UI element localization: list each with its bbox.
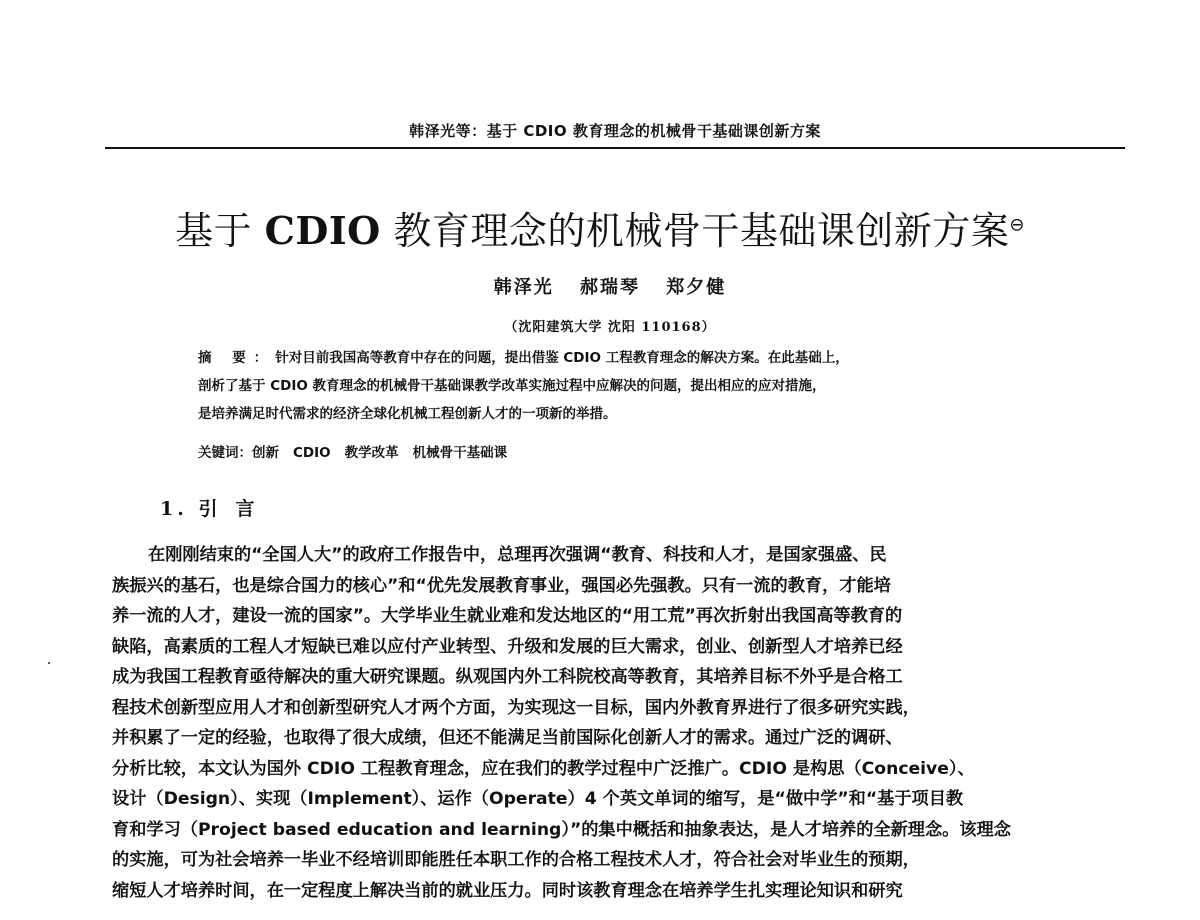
body-line: 成为我国工程教育亟待解决的重大研究课题。纵观国内外工科院校高等教育，其培养目标不外乎是合格工 bbox=[112, 667, 903, 687]
abstract-line-2: 剖析了基于 CDIO 教育理念的机械骨干基础课教学改革实施过程中应解决的问题，提出相应的应对措施， bbox=[198, 378, 826, 394]
paper-title bbox=[0, 200, 1200, 255]
body-line: 程技术创新型应用人才和创新型研究人才两个方面，为实现这一目标，国内外教育界进行了很多研究实践， bbox=[112, 697, 920, 718]
body-line: 育和学习（Project based education and learning）”的集中概括和抽象表达，是人才培养的全新理念。该理念 bbox=[112, 819, 1011, 840]
body-line: 并积累了一定的经验，也取得了很大成绩，但还不能满足当前国际化创新人才的需求。通过广泛的调研、 bbox=[112, 728, 903, 748]
running-head: 韩泽光等：基于 CDIO 教育理念的机械骨干基础课创新方案 bbox=[409, 122, 821, 140]
body-line: 设计（Design）、实现（Implement）、运作（Operate）4 个英文单词的缩写，是“做中学”和“基于项目教 bbox=[112, 789, 964, 809]
keywords-label: 关键词： bbox=[198, 445, 252, 461]
title-cdio: CDIO bbox=[264, 208, 381, 253]
body-line: 的实施，可为社会培养一毕业不经培训即能胜任本职工作的合格工程技术人才，符合社会对毕业生的预期， bbox=[112, 850, 920, 870]
title-suffix: 教育理念的机械骨干基础课创新方案 bbox=[380, 209, 1010, 253]
abstract bbox=[198, 344, 1058, 428]
abstract-label: 摘 要： bbox=[198, 350, 276, 366]
body-line: 缺陷，高素质的工程人才短缺已难以应付产业转型、升级和发展的巨大需求，创业、创新型人才培养已经 bbox=[112, 636, 903, 657]
keyword: CDIO bbox=[293, 445, 331, 461]
abstract-text: 针对目前我国高等教育中存在的问题，提出借鉴 CDIO 工程教育理念的解决方案。在此基础上， bbox=[275, 350, 849, 366]
keyword: 机械骨干基础课 bbox=[412, 445, 508, 461]
header-rule bbox=[105, 147, 1125, 149]
body-line: 分析比较，本文认为国外 CDIO 工程教育理念，应在我们的教学过程中广泛推广。CDIO 是构思（Conceive）、 bbox=[112, 758, 975, 779]
body-text bbox=[112, 540, 1124, 906]
abstract-line-1 bbox=[198, 344, 1058, 372]
title-footnote-mark: ⊖ bbox=[1009, 214, 1025, 236]
margin-mark bbox=[48, 662, 50, 664]
section-number: 1. bbox=[160, 498, 188, 520]
keyword: 创新 bbox=[252, 445, 279, 461]
section-title: 引言 bbox=[198, 498, 273, 520]
affiliation: （沈阳建筑大学 沈阳 110168） bbox=[504, 320, 716, 335]
keywords bbox=[198, 441, 521, 461]
body-line: 在刚刚结束的“全国人大”的政府工作报告中，总理再次强调“教育、科技和人才，是国家强盛、民 bbox=[148, 545, 887, 565]
body-line: 族振兴的基石，也是综合国力的核心”和“优先发展教育事业，强国必先强教。只有一流的教育，才能培 bbox=[112, 575, 891, 596]
authors: 韩泽光 郝瑞琴 郑夕健 bbox=[493, 277, 727, 298]
keyword: 教学改革 bbox=[344, 445, 399, 461]
abstract-line-3: 是培养满足时代需求的经济全球化机械工程创新人才的一项新的举措。 bbox=[198, 406, 617, 422]
title-prefix: 基于 bbox=[175, 209, 265, 253]
body-line: 养一流的人才，建设一流的国家”。大学毕业生就业难和发达地区的“用工荒”再次折射出我国高等教育的 bbox=[112, 606, 903, 626]
section-heading bbox=[160, 494, 272, 521]
body-line: 缩短人才培养时间，在一定程度上解决当前的就业压力。同时该教育理念在培养学生扎实理论知识和研究 bbox=[112, 880, 903, 901]
